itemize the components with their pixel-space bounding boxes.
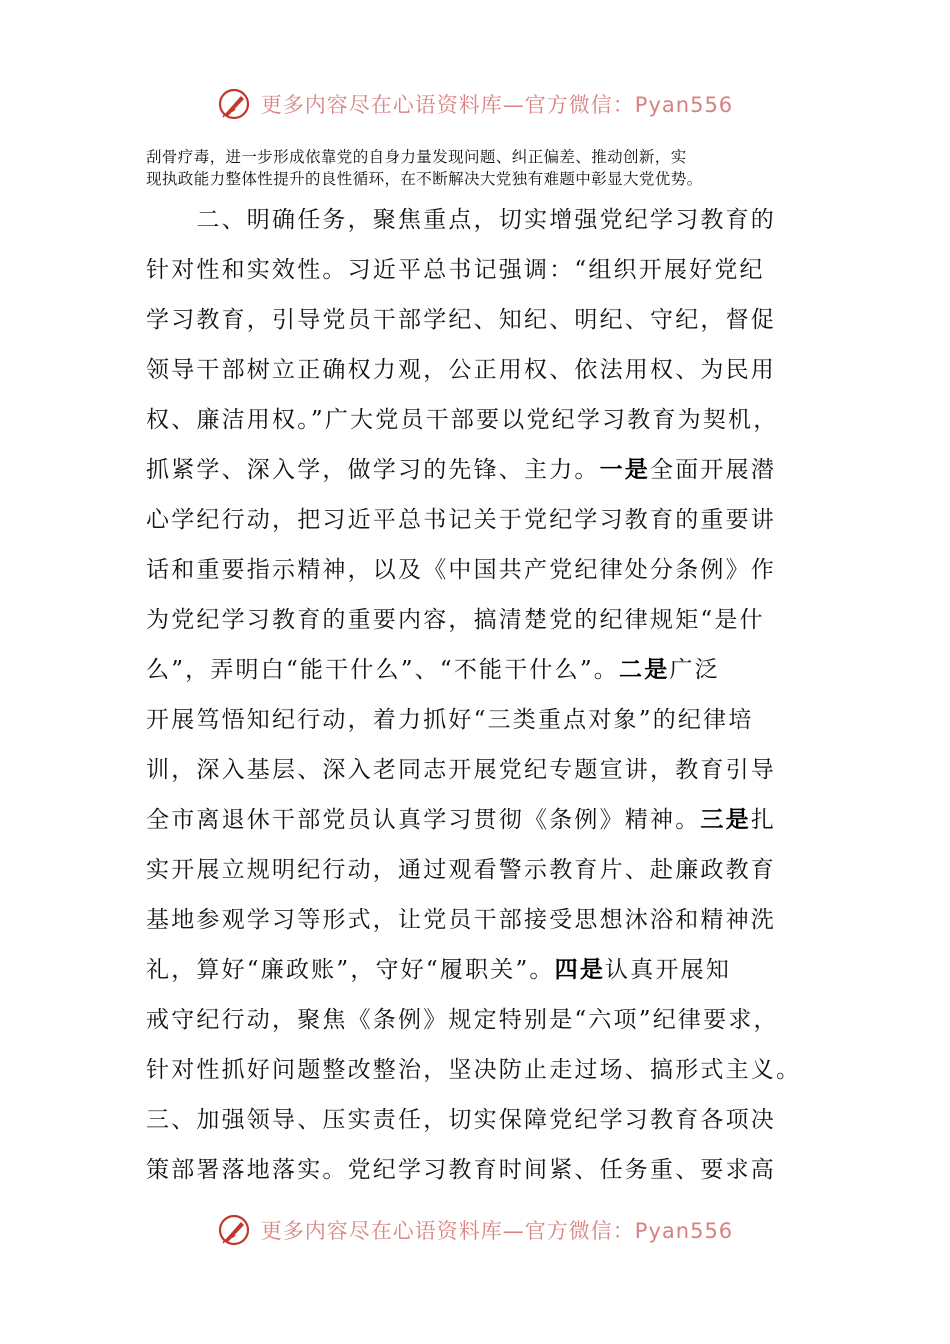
body-line: 礼，算好“廉政账”，守好“履职关”。四是认真开展知 [146,956,732,983]
bold-marker: 二是 [619,656,670,683]
body-line: 二、明确任务，聚焦重点，切实增强党纪学习教育的 [146,207,776,233]
body-line: 训，深入基层、深入老同志开展党纪专题宣讲，教育引导 [146,757,776,783]
intro-line: 刮骨疗毒，进一步形成依靠党的自身力量发现问题、纠正偏差、推动创新，实 [146,148,687,166]
body-line: 针对性和实效性。习近平总书记强调：“组织开展好党纪 [146,257,765,283]
body-line: 全市离退休干部党员认真学习贯彻《条例》精神。三是扎 [146,806,777,833]
body-line: 开展笃悟知纪行动，着力抓好“三类重点对象”的纪律培 [146,707,754,733]
intro-paragraph [146,146,811,190]
body-line: 三、加强领导、压实责任，切实保障党纪学习教育各项决 [146,1107,776,1133]
header-watermark [0,84,950,124]
body-text [146,198,816,1198]
body-line: 么”，弄明白“能干什么”、“不能干什么”。二是广泛 [146,656,720,683]
body-line: 针对性抓好问题整改整治，坚决防止走过场、搞形式主义。 [146,1057,802,1083]
body-line: 戒守纪行动，聚焦《条例》规定特别是“六项”纪律要求， [146,1007,779,1033]
watermark-text: 更多内容尽在心语资料库—官方微信：Pyan556 [260,1219,734,1243]
pen-circle-logo-icon [217,87,251,121]
bold-marker: 四是 [554,956,606,983]
footer-watermark [0,1210,950,1250]
body-line: 学习教育，引导党员干部学纪、知纪、明纪、守纪，督促 [146,307,776,333]
pen-circle-logo-icon [217,1213,251,1247]
body-line: 策部署落地落实。党纪学习教育时间紧、任务重、要求高 [146,1157,776,1183]
watermark-text: 更多内容尽在心语资料库—官方微信：Pyan556 [260,93,734,117]
bold-marker: 一是 [599,456,651,483]
bold-marker: 三是 [700,806,751,833]
body-line: 权、廉洁用权。”广大党员干部要以党纪学习教育为契机， [146,407,779,433]
body-line: 话和重要指示精神，以及《中国共产党纪律处分条例》作 [146,557,776,583]
body-line: 基地参观学习等形式，让党员干部接受思想沐浴和精神洗 [146,907,776,933]
body-line: 抓紧学、深入学，做学习的先锋、主力。一是全面开展潜 [146,456,777,483]
body-line: 为党纪学习教育的重要内容，搞清楚党的纪律规矩“是什 [146,607,765,633]
body-line: 实开展立规明纪行动，通过观看警示教育片、赴廉政教育 [146,857,776,883]
body-line: 领导干部树立正确权力观，公正用权、依法用权、为民用 [146,357,776,383]
body-line: 心学纪行动，把习近平总书记关于党纪学习教育的重要讲 [146,507,776,533]
intro-line: 现执政能力整体性提升的良性循环，在不断解决大党独有难题中彰显大党优势。 [146,170,703,188]
